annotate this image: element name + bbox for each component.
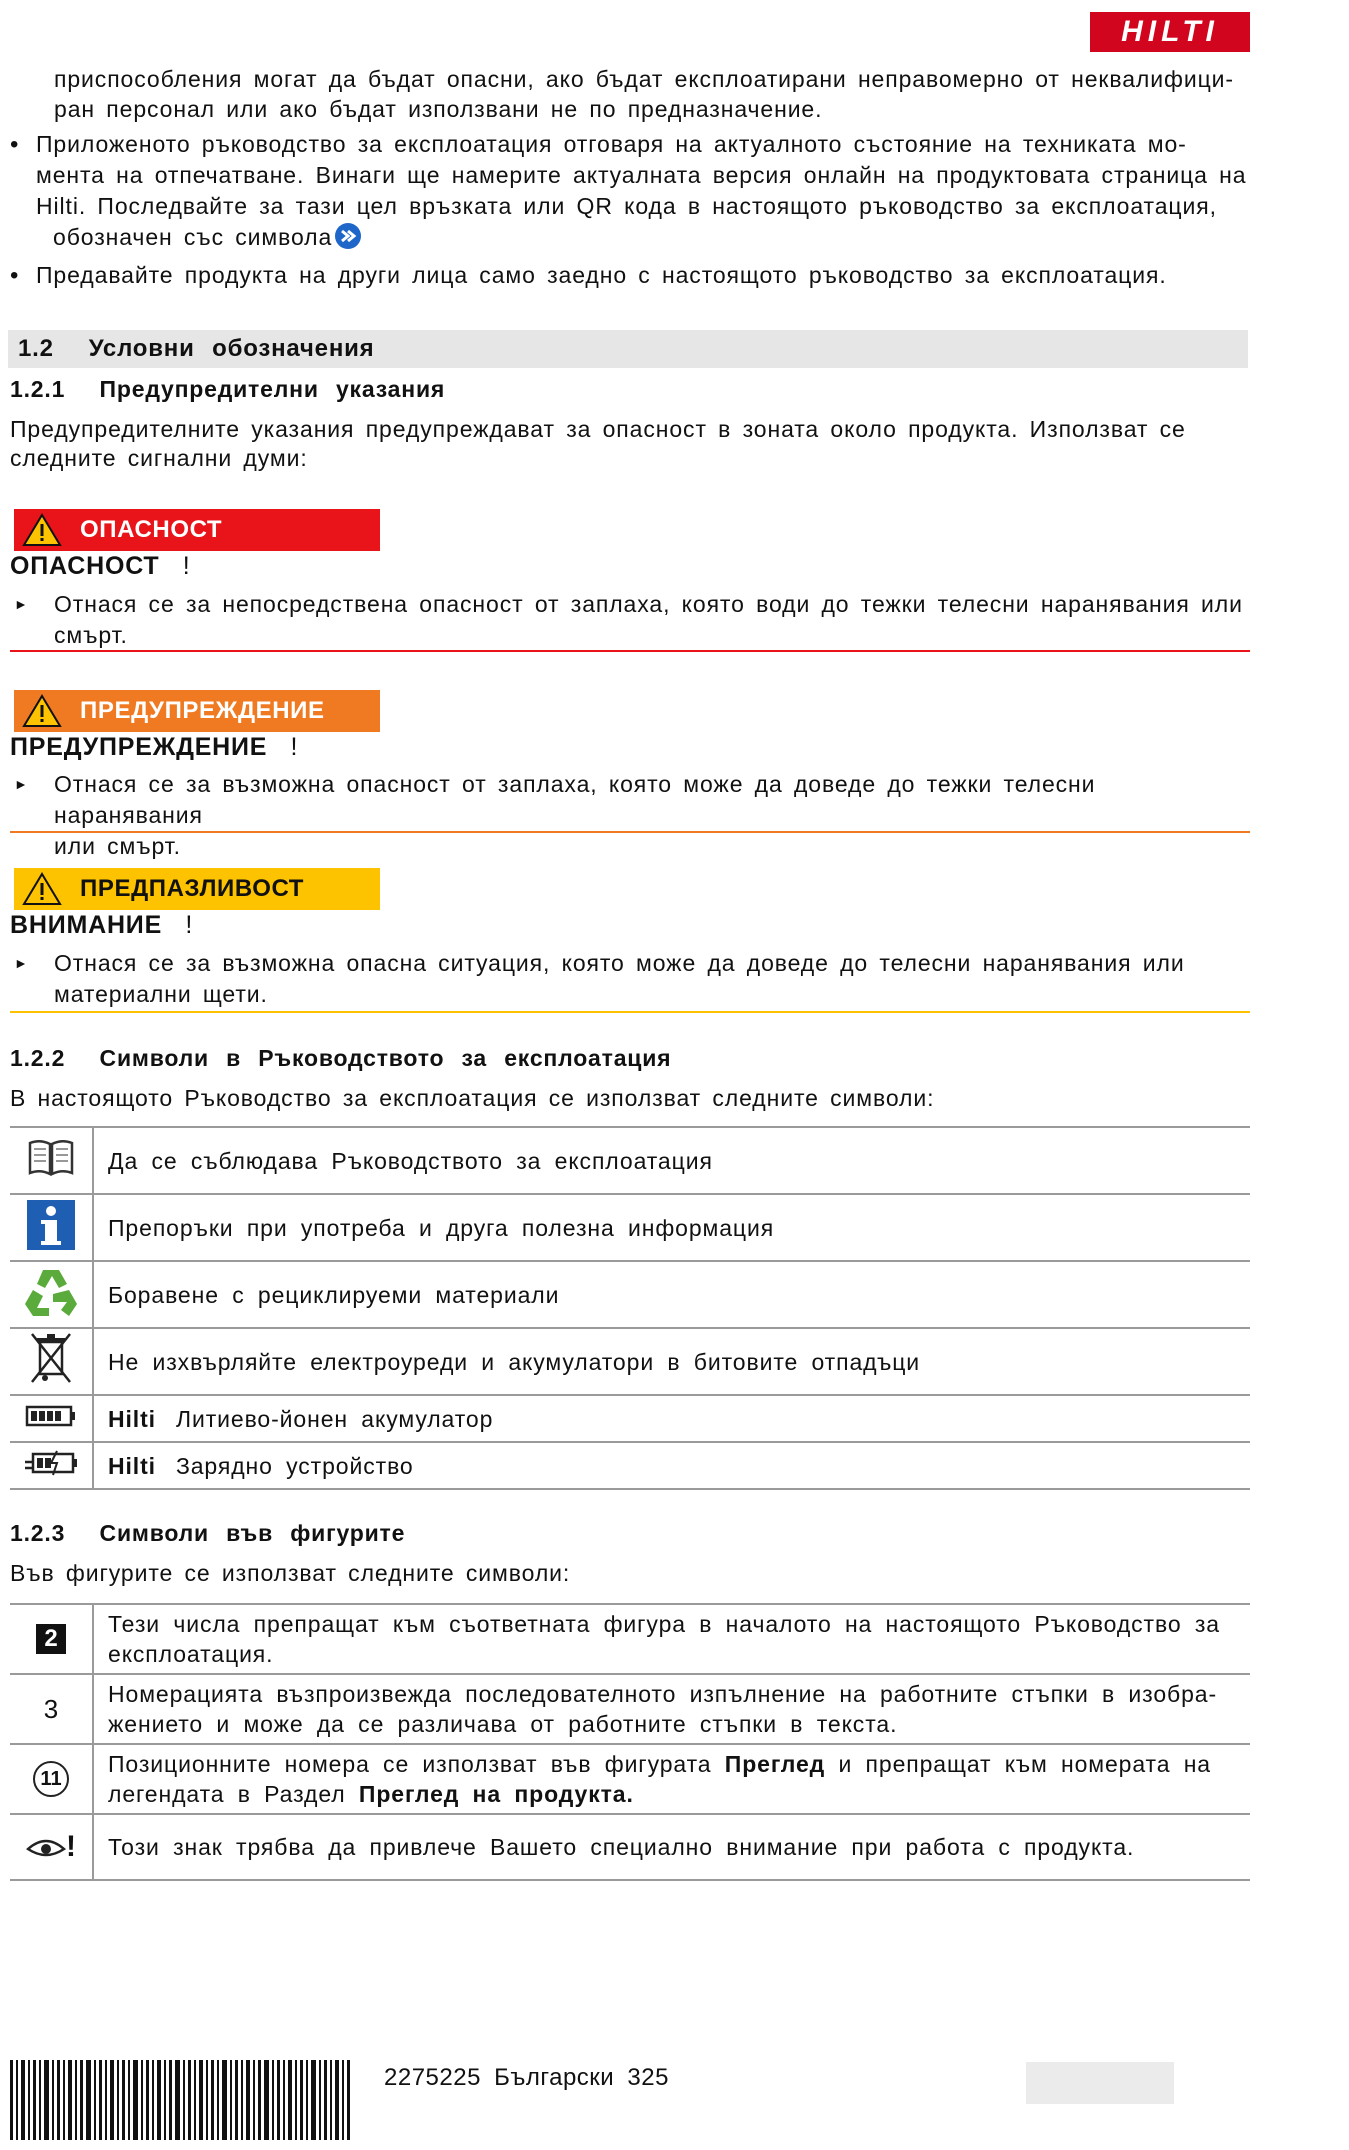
manual-symbols-intro: В настоящото Ръководство за експлоатация се използват следните символи: (10, 1085, 935, 1111)
arrow-bullet-icon: ► (14, 955, 29, 971)
row-text: Зарядно устройство (175, 1452, 414, 1479)
brand-label: Hilti (108, 1452, 156, 1479)
row-text-line (108, 1779, 1250, 1809)
warning-triangle-icon (22, 694, 62, 728)
step-number-label: 3 (43, 1693, 59, 1724)
footer-language: Български (494, 2064, 615, 2091)
row-text: легендата в Раздел (108, 1781, 346, 1807)
danger-signal-word (10, 552, 191, 581)
figure-number-label: 2 (36, 1624, 66, 1654)
row-text-line (108, 1749, 1250, 1779)
danger-divider (10, 650, 1250, 652)
row-text: и препращат към номерата на (838, 1751, 1211, 1777)
warnings-intro-line-1: Предупредителните указания предупреждават за опасност в зоната около продукта. Използват се (10, 416, 1186, 442)
exclamation: ! (182, 552, 191, 580)
subsection-number: 1.2.2 (10, 1045, 66, 1071)
table-cell: Препоръки при употреба и друга полезна информация (93, 1194, 1250, 1261)
warning-triangle-icon (22, 872, 62, 906)
position-number-label: 11 (33, 1761, 69, 1797)
exclamation: ! (185, 911, 194, 939)
manual-book-icon (10, 1127, 93, 1194)
intro-line-2: ран персонал или ако бъдат използвани не по предназначение. (54, 96, 823, 122)
manual-symbols-table (10, 1126, 1250, 1490)
charger-icon (10, 1442, 93, 1489)
table-cell: Този знак трябва да привлече Вашето специално внимание при работа с продукта. (93, 1814, 1250, 1880)
subsection-number: 1.2.1 (10, 376, 66, 402)
warning-divider (10, 831, 1250, 833)
signal-word: ОПАСНОСТ (10, 552, 160, 580)
exclamation: ! (290, 733, 299, 761)
danger-badge-label: ОПАСНОСТ (80, 516, 223, 543)
table-row (10, 1814, 1250, 1880)
warning-badge-label: ПРЕДУПРЕЖДЕНИЕ (80, 697, 325, 724)
subsection-title: Символи във фигурите (99, 1520, 406, 1546)
table-row (10, 1674, 1250, 1744)
warning-signal-word (10, 733, 298, 762)
row-text-bold: . (626, 1781, 634, 1807)
link-arrow-icon[interactable] (334, 222, 362, 258)
figure-symbols-table (10, 1603, 1250, 1881)
table-cell: Боравене с рециклируеми материали (93, 1261, 1250, 1328)
row-text-line: Тези числа препращат към съответната фигура в началото на настоящото Ръководство за (108, 1611, 1220, 1637)
caution-signal-word (10, 911, 193, 940)
recycling-icon (10, 1261, 93, 1328)
warning-triangle-icon (22, 513, 62, 547)
position-number-icon (10, 1744, 93, 1814)
row-text: Позиционните номера се използват във фигурата (108, 1751, 712, 1777)
warning-badge (14, 690, 380, 732)
section-number: 1.2 (18, 335, 54, 362)
bullet-text: Предавайте продукта на други лица само заедно с настоящото ръководство за експлоатация. (36, 262, 1167, 288)
danger-text-line: Отнася се за непосредствена опасност от заплаха, която води до тежки телесни наранявания или (54, 591, 1243, 617)
table-row (10, 1604, 1250, 1674)
subsection-heading-1-2-2 (10, 1045, 671, 1072)
bullet-dot: • (10, 262, 20, 289)
info-icon (10, 1194, 93, 1261)
bullet-text-line: Приложеното ръководство за експлоатация отговаря на актуалното състояние на техниката мо- (36, 131, 1187, 157)
table-row (10, 1261, 1250, 1328)
warnings-intro-line-2: следните сигнални думи: (10, 445, 308, 471)
table-cell: Да се съблюдава Ръководството за експлоатация (93, 1127, 1250, 1194)
caution-badge-label: ПРЕДПАЗЛИВОСТ (80, 875, 305, 902)
footer-gray-box (1026, 2062, 1174, 2104)
table-cell (93, 1395, 1250, 1442)
signal-word: ВНИМАНИЕ (10, 911, 163, 939)
table-row (10, 1442, 1250, 1489)
table-cell (93, 1744, 1250, 1814)
table-cell (93, 1442, 1250, 1489)
table-cell (93, 1674, 1250, 1744)
bullet-text-line: мента на отпечатване. Винаги ще намерите актуалната версия онлайн на продуктовата страница на (36, 162, 1247, 188)
subsection-heading-1-2-1 (10, 376, 445, 403)
danger-text-line: смърт. (54, 622, 128, 648)
table-cell (93, 1604, 1250, 1674)
table-row (10, 1194, 1250, 1261)
hilti-logo: HILTI (1090, 12, 1250, 52)
crossed-bin-icon (10, 1328, 93, 1395)
figure-number-icon (10, 1604, 93, 1674)
row-text-bold: Преглед (724, 1751, 826, 1777)
caution-text-line: материални щети. (54, 981, 268, 1007)
battery-icon (10, 1395, 93, 1442)
subsection-heading-1-2-3 (10, 1520, 405, 1547)
caution-text-line: Отнася се за възможна опасна ситуация, която може да доведе до телесни наранявания или (54, 950, 1185, 976)
attention-eye-icon (10, 1814, 93, 1880)
bullet-text: обозначен със символа (53, 224, 333, 250)
table-cell: Не изхвърляйте електроуреди и акумулатори в битовите отпадъци (93, 1328, 1250, 1395)
figure-symbols-intro: Във фигурите се използват следните символи: (10, 1560, 571, 1586)
bullet-dot: • (10, 131, 20, 158)
footer-doc-number: 2275225 (384, 2064, 481, 2091)
row-text: Литиево-йонен акумулатор (175, 1405, 494, 1432)
caution-divider (10, 1011, 1250, 1013)
arrow-bullet-icon: ► (14, 596, 29, 612)
bullet-text-line: Hilti. Последвайте за тази цел връзката или QR кода в настоящото ръководство за експлоатация, (36, 193, 1217, 219)
row-text-line: Номерацията възпроизвежда последователното изпълнение на работните стъпки в изобра- (108, 1681, 1218, 1707)
brand-label: Hilti (108, 1405, 156, 1432)
table-row (10, 1395, 1250, 1442)
row-text-line: експлоатация. (108, 1641, 274, 1667)
warning-text-line: или смърт. (54, 833, 181, 859)
intro-line-1: приспособления могат да бъдат опасни, ако бъдат експлоатирани неправомерно от неквалифици- (54, 66, 1234, 92)
table-row (10, 1127, 1250, 1194)
signal-word: ПРЕДУПРЕЖДЕНИЕ (10, 733, 268, 761)
bullet-text-line (53, 222, 1330, 258)
barcode (10, 2060, 352, 2140)
caution-badge (14, 868, 380, 910)
attention-mark: ! (66, 1830, 76, 1863)
section-title: Условни обозначения (88, 335, 375, 362)
row-text-bold: Преглед на продукта (358, 1781, 627, 1807)
table-row (10, 1744, 1250, 1814)
subsection-title: Символи в Ръководството за експлоатация (99, 1045, 672, 1071)
arrow-bullet-icon: ► (14, 776, 29, 792)
footer-page-number: 325 (627, 2064, 669, 2091)
row-text-line: жението и може да се различава от работните стъпки в текста. (108, 1711, 898, 1737)
table-row (10, 1328, 1250, 1395)
subsection-title: Предупредителни указания (99, 376, 446, 402)
subsection-number: 1.2.3 (10, 1520, 66, 1546)
section-heading-1-2 (8, 330, 1248, 368)
step-number-icon (10, 1674, 93, 1744)
danger-badge (14, 509, 380, 551)
warning-text-line: Отнася се за възможна опасност от заплаха, която може да доведе до тежки телесни наранявания (54, 771, 1096, 828)
footer-page-info (384, 2064, 669, 2092)
